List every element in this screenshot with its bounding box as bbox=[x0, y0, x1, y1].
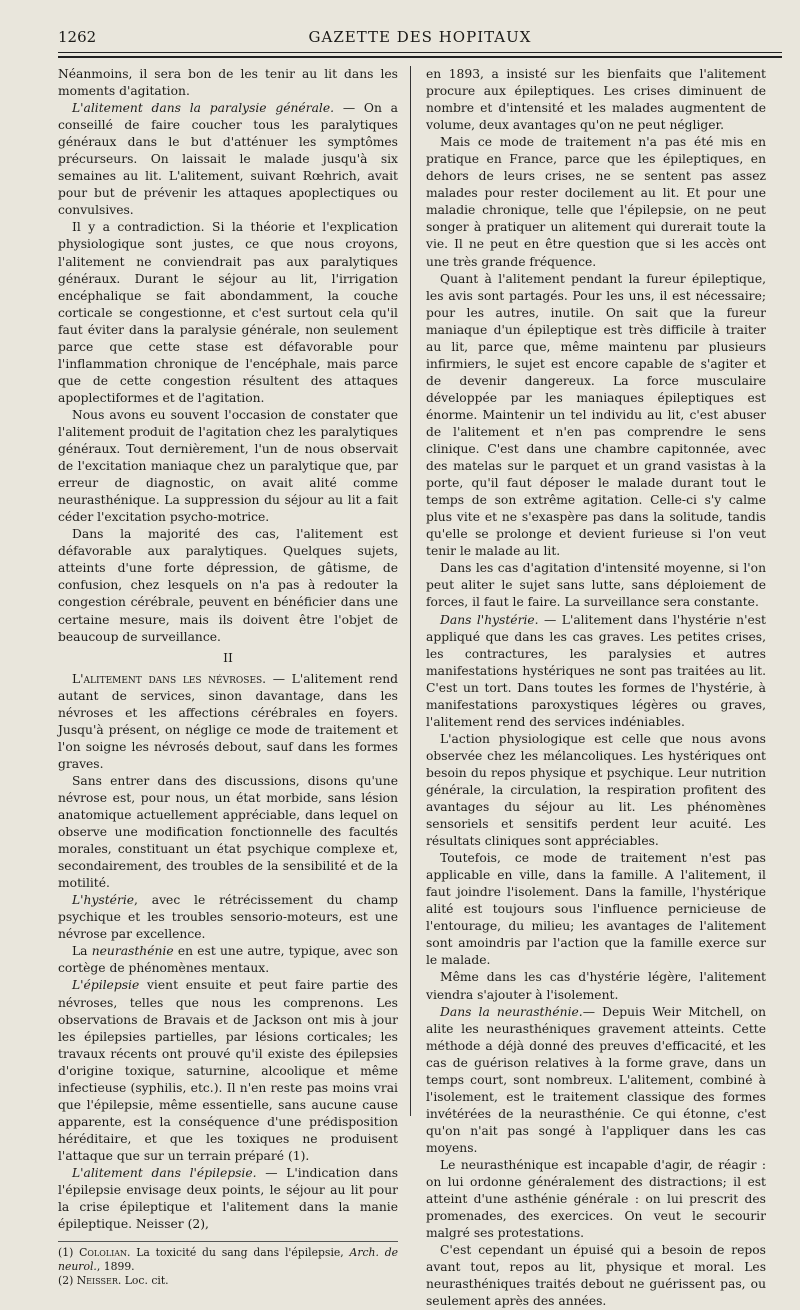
paragraph: Néanmoins, il sera bon de les tenir au lit dans les moments d'agitation. bbox=[58, 67, 398, 99]
paragraph: Sans entrer dans des discussions, disons qu'une névrose est, pour nous, un état morbide, sans lésion anatomique actuellement appréciable, dans lequel on observe une modification fonctionnelle des facultés morales, constituant un état psychique complexe et, secondairement, des troubles de la sensibilité et de la motilité. bbox=[58, 773, 398, 891]
paragraph: La neurasthénie en est une autre, typique, avec son cortège de phénomènes mentaux. bbox=[58, 944, 398, 976]
paragraph-title: L'alitement dans l'épilepsie. bbox=[72, 1166, 257, 1180]
paragraph: C'est cependant un épuisé qui a besoin de repos avant tout, repos au lit, physique et moral. Les neurasthéniques traités debout ne guérissent pas, ou seulement après des années. bbox=[426, 1243, 766, 1309]
paragraph: L'alitement dans les névroses. — L'alitement rend autant de services, sinon davantage, dans les névroses et les affections cérébrales en foyers. Jusqu'à présent, on néglige ce mode de traitement et l'on soigne les névrosés debout, sauf dans les formes graves. bbox=[58, 671, 398, 771]
page-number: 1262 bbox=[58, 28, 97, 46]
paragraph-title: Dans la neurasthénie. bbox=[440, 1004, 583, 1019]
paragraph: L'hystérie, avec le rétrécissement du champ psychique et les troubles sensorio-moteurs, est une névrose par excellence. bbox=[58, 893, 398, 942]
running-header bbox=[58, 22, 782, 53]
paragraph: L'alitement dans l'épilepsie. — L'indication dans l'épilepsie envisage deux points, le séjour au lit pour la crise épileptique et l'alitement dans la manie épileptique. Neisser (2), bbox=[58, 1166, 399, 1232]
paragraph: Dans la neurasthénie.— Depuis Weir Mitchell, on alite les neurasthéniques gravement atteints. Cette méthode a déjà donné des preuves d'efficacité, et les cas de guérison relatives à la forme grave, dans un temps court, sont nombreux. L'alitement, combiné à l'isolement, est le traitement classique des formes invétérées de la neurasthénie. Ce qui étonne, c'est qu'on n'ait pas songé à l'appliquer dans les cas moyens. bbox=[426, 1004, 766, 1155]
paragraph-title: Dans l'hystérie. bbox=[440, 612, 539, 627]
paragraph: Il y a contradiction. Si la théorie et l'explication physiologique sont justes, ce que nous croyons, l'alitement ne conviendrait pas aux paralytiques généraux. Durant le séjour au lit, l'irrigation encéphalique se fait abondamment, la couche corticale se congestionne, et c'est surtout cela qu'il faut éviter dans la paralysie générale, non seulement parce que cette stase est défavorable pour l'inflammation chronique de l'encéphale, mais parce que de cette congestion résultent des attaques apoplectiformes et de l'agitation. bbox=[58, 220, 398, 405]
column-divider bbox=[410, 66, 411, 1116]
journal-title: GAZETTE DES HOPITAUX bbox=[308, 28, 532, 46]
paragraph: L'alitement dans la paralysie générale. — On a conseillé de faire coucher tous les paralytiques généraux dans le but d'atténuer les symptômes précurseurs. On laissait le malade jusqu'à six semaines au lit. L'alitement, suivant Rœhrich, avait pour but de prévenir les attaques apoplectiques ou convulsives. bbox=[58, 101, 398, 218]
paragraph-title: L'alitement dans la paralysie générale. bbox=[72, 101, 335, 116]
paragraph: Le neurasthénique est incapable d'agir, de réagir : on lui ordonne généralement des distractions; il est atteint d'une asthénie générale : on lui prescrit des promenades, des exercices. On veut le secourir malgré ses protestations. bbox=[426, 1158, 766, 1241]
paragraph: Toutefois, ce mode de traitement n'est pas applicable en ville, dans la famille. A l'alitement, il faut joindre l'isolement. Dans la famille, l'hystérique alité est toujours sous l'influence pernicieuse de l'entourage, du milieu; les avantages de l'alitement sont amoindris par l'action que la famille exerce sur le malade. bbox=[426, 851, 766, 968]
paragraph: Quant à l'alitement pendant la fureur épileptique, les avis sont partagés. Pour les uns, il est nécessaire; pour les autres, inutile. On sait que la fureur maniaque d'un épileptique est très difficile à traiter au lit, parce que, même maintenu par plusieurs infirmiers, le sujet est encore capable de s'agiter et de devenir dangereux. La force musculaire développée par les maniaques épileptiques est énorme. Maintenir un tel individu au lit, c'est abuser de l'alitement et n'en pas comprendre le sens clinique. C'est dans une chambre capitonnée, avec des matelas sur le parquet et un grand vasistas à la porte, qu'il faut déposer le malade durant tout le temps de son extrême agitation. Celle-ci s'y calme plus vite et ne s'exaspère pas dans la solitude, tandis qu'elle se prolonge et devient furieuse si l'on veut tenir le malade au lit. bbox=[426, 271, 766, 559]
section-numeral: II bbox=[223, 650, 233, 665]
footnotes bbox=[58, 1241, 398, 1288]
section-title: L'alitement dans les névroses. bbox=[72, 671, 267, 686]
paragraph: Mais ce mode de traitement n'a pas été mis en pratique en France, parce que les épileptiques, en dehors de leurs crises, ne se sentent pas assez malades pour rester docilement au lit. Et pour une maladie chronique, telle que l'épilepsie, on ne peut songer à pratiquer un alitement qui durerait toute la vie. Il ne peut en être question que si les accès ont une très grande fréquence. bbox=[426, 135, 766, 269]
footnote: (2) Neisser. Loc. cit. bbox=[58, 1274, 169, 1288]
footnote: (1) Cololian. La toxicité du sang dans l'épilepsie, Arch. de neurol., 1899. bbox=[58, 1246, 398, 1274]
paragraph: Dans les cas d'agitation d'intensité moyenne, si l'on peut aliter le sujet sans lutte, sans déploiement de forces, il faut le faire. La surveillance sera constante. bbox=[426, 561, 766, 610]
paragraph: Dans l'hystérie. — L'alitement dans l'hystérie n'est appliqué que dans les cas graves. Les petites crises, les contractures, les paralysies et autres manifestations hystériques ne sont pas traitées au lit. C'est un tort. Dans toutes les formes de l'hystérie, à manifestations paroxystiques légères ou graves, l'alitement rend des services indéniables. bbox=[426, 612, 766, 729]
paragraph: L'action physiologique est celle que nous avons observée chez les mélancoliques. Les hystériques ont besoin du repos physique et psychique. Leur nutrition générale, la circulation, la respiration profitent des avantages du séjour au lit. Les phénomènes sensoriels et sensitifs perdent leur acuité. Les résultats cliniques sont appréciables. bbox=[426, 731, 766, 849]
paragraph: L'épilepsie vient ensuite et peut faire partie des névroses, telles que nous les comprenons. Les observations de Bravais et de Jackson ont mis à jour les épilepsies partielles, par lésions corticales; les travaux récents ont prouvé qu'il existe des épilepsies d'origine toxique, saturnine, alcoolique et même infectieuse (syphilis, etc.). Il n'en reste pas moins vrai que l'épilepsie, même essentielle, sans aucune cause apparente, est la conséquence d'une prédisposition héréditaire, et que les toxiques ne produisent l'attaque que sur un terrain préparé (1). bbox=[58, 978, 398, 1163]
paragraph: Même dans les cas d'hystérie légère, l'alitement viendra s'ajouter à l'isolement. bbox=[426, 970, 766, 1002]
right-column bbox=[426, 66, 766, 1310]
paragraph: Dans la majorité des cas, l'alitement est défavorable aux paralytiques. Quelques sujets, atteints d'une forte dépression, de gâtisme, de confusion, chez lesquels on n'a pas à redouter la congestion cérébrale, peuvent en bénéficier dans une certaine mesure, mais ils doivent être l'objet de beaucoup de surveillance. bbox=[58, 527, 398, 644]
paragraph: en 1893, a insisté sur les bienfaits que l'alitement procure aux épileptiques. Les crises diminuent de nombre et d'intensité et les malades augmentent de volume, deux avantages qu'on ne peut négliger. bbox=[426, 67, 766, 133]
left-column bbox=[58, 66, 398, 1288]
header-rule bbox=[58, 56, 782, 58]
paragraph: Nous avons eu souvent l'occasion de constater que l'alitement produit de l'agitation chez les paralytiques généraux. Tout dernièrement, l'un de nous observait de l'excitation maniaque chez un paralytique que, par erreur de diagnostic, on avait alité comme neurasthénique. La suppression du séjour au lit a fait céder l'excitation psycho-motrice. bbox=[58, 407, 398, 525]
